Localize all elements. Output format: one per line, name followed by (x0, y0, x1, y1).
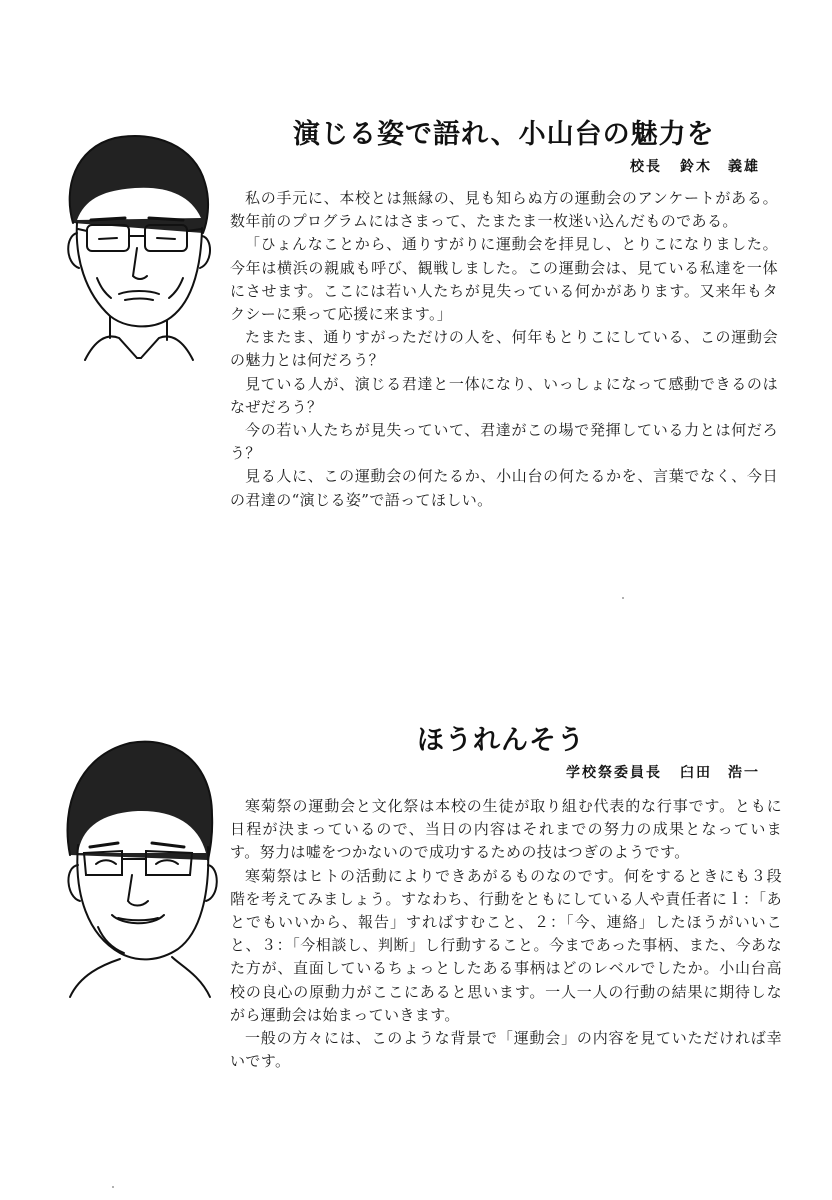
article2-title: ほうれんそう (417, 725, 585, 756)
article2-author-role: 学校祭委員長 (566, 765, 662, 781)
article2-paragraph: 寒菊祭はヒトの活動によりできあがるものなのです。何をするときにも３段階を考えてみましょう。すなわち、行動をともにしている人や責任者にｌ：「あとでもいいから、報告」すればすむこと、２：「今、連絡」したほうがいいこと、３：「今相談し、判断」し行動すること。今まであった事柄、また、今あなた方が、直面しているちょっとしたある事柄はどのレベルでしたか。小山台高校の良心の原動力がここにあると思います。一人一人の行動の結果に期待しながら運動会は始まっていきます。 (230, 866, 782, 1024)
chair-sketch-icon (60, 735, 220, 1000)
chair-portrait (60, 735, 220, 1000)
scan-speck (112, 1186, 114, 1188)
article1-byline (612, 156, 760, 176)
article1-title: 演じる姿で語れ、小山台の魅力を (293, 119, 715, 150)
article2-author-name: 臼田 浩一 (680, 765, 760, 781)
article2-paragraph: 寒菊祭の運動会と文化祭は本校の生徒が取り組む代表的な行事です。ともに日程が決まっているので、当日の内容はそれまでの努力の成果となっています。努力は嘘をつかないので成功するための技はつぎのようです。 (230, 797, 782, 862)
article1-paragraph: 私の手元に、本校とは無縁の、見も知らぬ方の運動会のアンケートがある。数年前のプログラムにはさまって、たまたま一枚迷い込んだものである。 (230, 189, 778, 231)
principal-sketch-icon (55, 128, 215, 363)
article1-author-name: 鈴木 義雄 (680, 159, 760, 175)
article1-body (230, 187, 778, 512)
article2-body (230, 795, 782, 1073)
article1-paragraph: 「ひょんなことから、通りすがりに運動会を拝見し、とりこになりました。今年は横浜の親戚も呼び、観戦しました。この運動会は、見ている私達を一体にさせます。ここには若い人たちが見失っている何かがあります。又来年もタクシーに乗って応援に来ます。」 (230, 235, 778, 324)
principal-portrait (55, 128, 215, 363)
article1-paragraph: 見ている人が、演じる君達と一体になり、いっしょになって感動できるのはなぜだろう？ (230, 374, 778, 416)
scan-speck (622, 597, 624, 599)
article1-paragraph: 今の若い人たちが見失っていて、君達がこの場で発揮している力とは何だろう？ (230, 421, 778, 463)
article1-author-role: 校長 (630, 159, 662, 175)
article2-paragraph: 一般の方々には、このような背景で「運動会」の内容を見ていただければ幸いです。 (230, 1029, 782, 1071)
article2-byline (548, 762, 760, 782)
article1-paragraph: 見る人に、この運動会の何たるか、小山台の何たるかを、言葉でなく、今日の君達の“演じる姿”で語ってほしい。 (230, 467, 778, 509)
article1-paragraph: たまたま、通りすがっただけの人を、何年もとりこにしている、この運動会の魅力とは何だろう？ (230, 328, 778, 370)
